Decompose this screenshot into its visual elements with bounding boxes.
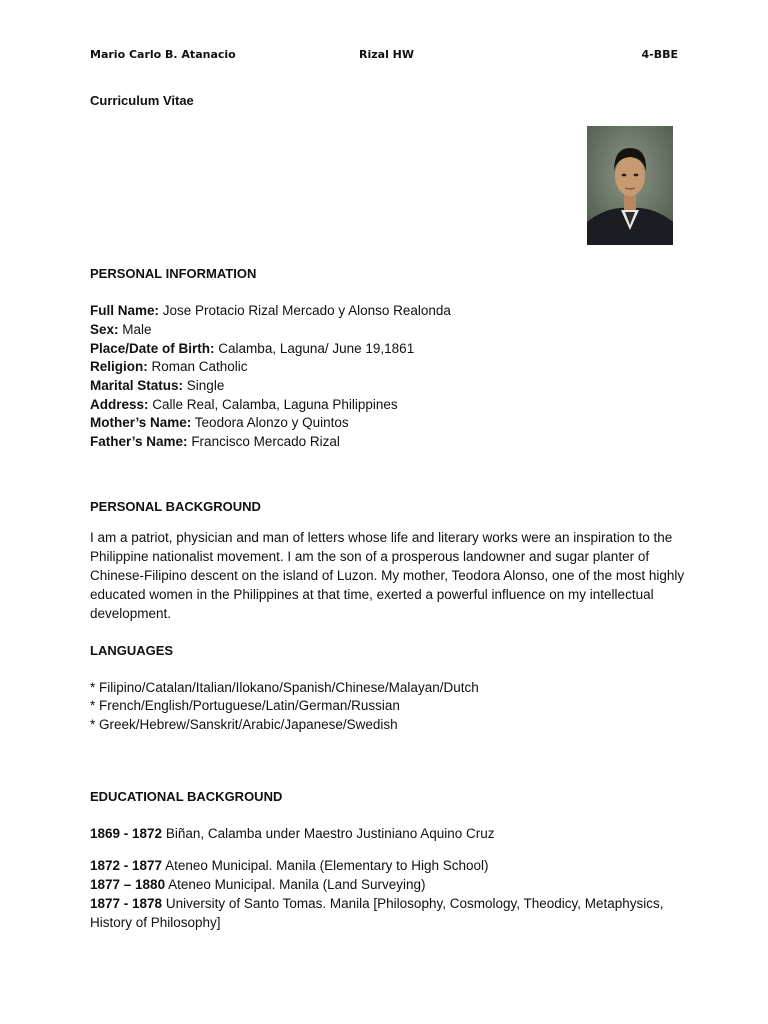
info-row-full-name bbox=[90, 302, 451, 320]
education-years: 1877 – 1880 bbox=[90, 877, 166, 892]
education-entry bbox=[90, 894, 690, 932]
page-header bbox=[90, 48, 678, 64]
info-value: Roman Catholic bbox=[151, 359, 248, 374]
education-text: Ateneo Municipal. Manila (Land Surveying) bbox=[168, 877, 426, 892]
info-label: Mother’s Name: bbox=[90, 415, 192, 430]
info-row-religion bbox=[90, 358, 248, 376]
personal-information-heading: PERSONAL INFORMATION bbox=[90, 266, 257, 281]
education-years: 1877 - 1878 bbox=[90, 896, 163, 911]
education-years: 1872 - 1877 bbox=[90, 858, 163, 873]
info-value: Teodora Alonzo y Quintos bbox=[194, 415, 349, 430]
info-label: Address: bbox=[90, 397, 149, 412]
info-row-birth bbox=[90, 340, 414, 358]
subject-label: Rizal HW bbox=[359, 48, 415, 61]
info-value: Male bbox=[122, 322, 152, 337]
educational-background-heading: EDUCATIONAL BACKGROUND bbox=[90, 789, 283, 804]
languages-heading: LANGUAGES bbox=[90, 643, 174, 658]
personal-background-heading: PERSONAL BACKGROUND bbox=[90, 499, 261, 514]
language-item: * Filipino/Catalan/Italian/Ilokano/Spanish/Chinese/Malayan/Dutch bbox=[90, 680, 479, 695]
info-row-marital-status bbox=[90, 377, 224, 395]
education-text: Ateneo Municipal. Manila (Elementary to High School) bbox=[165, 858, 489, 873]
info-row-father bbox=[90, 433, 340, 451]
personal-background-text: I am a patriot, physician and man of letters whose life and literary works were an inspiration to the Philippine nationalist movement. I am the son of a prosperous landowner and sugar planter of Chinese-Filipino descent on the island of Luzon. My mother, Teodora Alonso, one of the most highly educated women in the Philippines at that time, exerted a powerful influence on my intellectual development. bbox=[90, 530, 685, 621]
education-entry bbox=[90, 875, 690, 894]
info-label: Marital Status: bbox=[90, 378, 184, 393]
info-row-mother bbox=[90, 414, 349, 432]
info-label: Full Name: bbox=[90, 303, 160, 318]
portrait-photo bbox=[587, 126, 673, 245]
info-label: Place/Date of Birth: bbox=[90, 341, 215, 356]
language-item: * Greek/Hebrew/Sanskrit/Arabic/Japanese/Swedish bbox=[90, 717, 398, 732]
info-label: Sex: bbox=[90, 322, 119, 337]
education-entry bbox=[90, 856, 690, 875]
info-value: Calle Real, Calamba, Laguna Philippines bbox=[152, 397, 398, 412]
education-years: 1869 - 1872 bbox=[90, 826, 163, 841]
info-value: Francisco Mercado Rizal bbox=[191, 434, 340, 449]
section-label: 4-BBE bbox=[641, 48, 678, 61]
education-text: University of Santo Tomas. Manila [Philosophy, Cosmology, Theodicy, Metaphysics, History of Philosophy] bbox=[90, 896, 664, 930]
info-value: Calamba, Laguna/ June 19,1861 bbox=[218, 341, 415, 356]
info-value: Single bbox=[186, 378, 225, 393]
portrait-image bbox=[587, 126, 673, 245]
student-name: Mario Carlo B. Atanacio bbox=[90, 48, 236, 61]
info-row-sex bbox=[90, 321, 152, 339]
info-value: Jose Protacio Rizal Mercado y Alonso Realonda bbox=[162, 303, 451, 318]
info-label: Father’s Name: bbox=[90, 434, 188, 449]
document-title: Curriculum Vitae bbox=[90, 93, 194, 108]
education-text: Biñan, Calamba under Maestro Justiniano Aquino Cruz bbox=[165, 826, 495, 841]
language-item: * French/English/Portuguese/Latin/German/Russian bbox=[90, 698, 400, 713]
info-label: Religion: bbox=[90, 359, 148, 374]
info-row-address bbox=[90, 396, 398, 414]
education-entry bbox=[90, 824, 690, 843]
